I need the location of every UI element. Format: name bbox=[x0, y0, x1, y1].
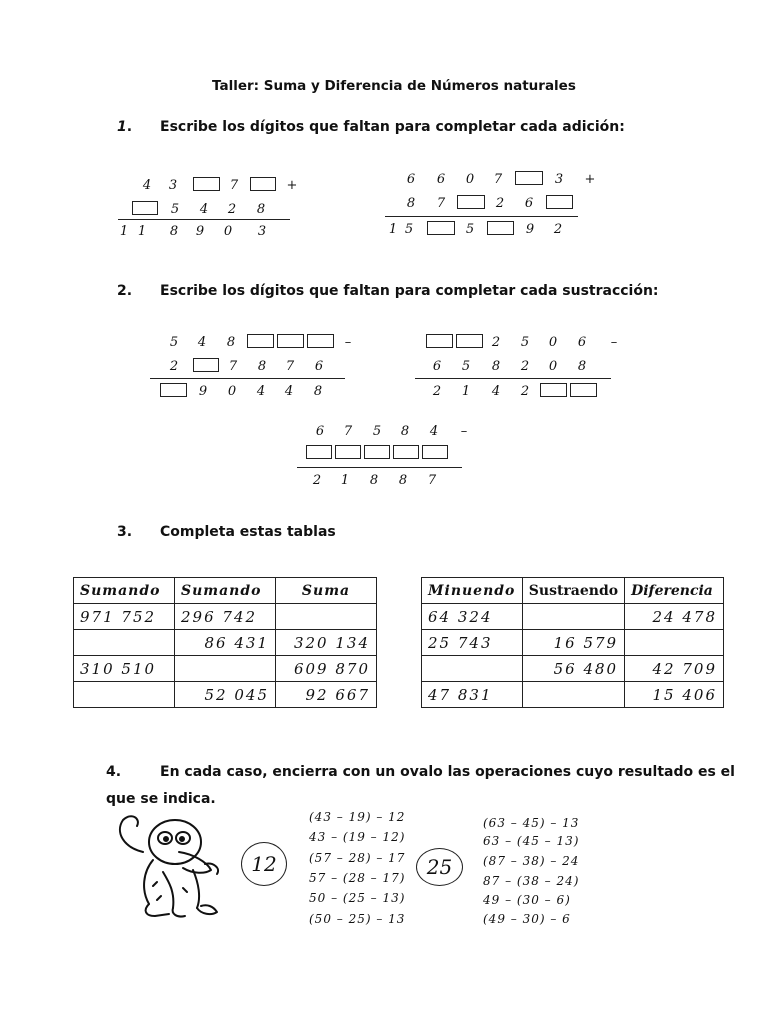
sum-line bbox=[385, 216, 578, 217]
blank-box[interactable] bbox=[364, 445, 390, 459]
digit: 7 bbox=[493, 172, 503, 187]
digit: 8 bbox=[313, 384, 323, 399]
blank-box[interactable] bbox=[570, 383, 597, 397]
operation-option[interactable]: 50 – (25 – 13) bbox=[309, 891, 406, 905]
table-cell: 15 406 bbox=[625, 682, 724, 708]
digit: 9 bbox=[198, 384, 208, 399]
operation-option[interactable]: (57 – 28) – 17 bbox=[309, 851, 406, 865]
table-cell-blank[interactable] bbox=[175, 656, 276, 682]
digit: 2 bbox=[491, 335, 501, 350]
question-1-number: 1. bbox=[117, 119, 133, 135]
question-4-number: 4. bbox=[106, 764, 122, 780]
digit: 3 bbox=[168, 178, 178, 193]
digit: 5 bbox=[372, 424, 382, 439]
digit: 4 bbox=[284, 384, 294, 399]
table-row bbox=[74, 630, 377, 656]
digit: 7 bbox=[229, 178, 239, 193]
digit: 4 bbox=[256, 384, 266, 399]
header-cell: Diferencia bbox=[625, 578, 724, 604]
operation-option[interactable]: (49 – 30) – 6 bbox=[483, 912, 571, 926]
question-2-number: 2. bbox=[117, 283, 133, 299]
blank-box[interactable] bbox=[546, 195, 573, 209]
digit: 1 bbox=[137, 224, 147, 239]
table-cell: 42 709 bbox=[625, 656, 724, 682]
table-cell: 47 831 bbox=[422, 682, 523, 708]
question-3-text: Completa estas tablas bbox=[160, 524, 336, 540]
digit: 6 bbox=[436, 172, 446, 187]
blank-box[interactable] bbox=[393, 445, 419, 459]
table-cell: 971 752 bbox=[74, 604, 175, 630]
blank-box[interactable] bbox=[456, 334, 483, 348]
addition-table bbox=[73, 577, 377, 708]
operation-option[interactable]: (50 – 25) – 13 bbox=[309, 912, 406, 926]
table-cell-blank[interactable] bbox=[74, 630, 175, 656]
header-cell: Sumando bbox=[74, 578, 175, 604]
table-cell-blank[interactable] bbox=[522, 604, 624, 630]
digit: 9 bbox=[195, 224, 205, 239]
digit: 4 bbox=[429, 424, 439, 439]
table-cell: 64 324 bbox=[422, 604, 523, 630]
blank-box[interactable] bbox=[426, 334, 453, 348]
digit: 0 bbox=[227, 384, 237, 399]
digit: 8 bbox=[577, 359, 587, 374]
table-cell: 25 743 bbox=[422, 630, 523, 656]
digit: 8 bbox=[369, 473, 379, 488]
table-cell: 296 742 bbox=[175, 604, 276, 630]
blank-box[interactable] bbox=[307, 334, 334, 348]
header-cell: Sustraendo bbox=[522, 578, 624, 604]
question-2-text: Escribe los dígitos que faltan para completar cada sustracción: bbox=[160, 283, 659, 299]
question-3-number: 3. bbox=[117, 524, 133, 540]
question-4-text: En cada caso, encierra con un ovalo las operaciones cuyo resultado es el bbox=[160, 764, 735, 780]
header-cell: Suma bbox=[276, 578, 377, 604]
minus-sign: – bbox=[460, 424, 468, 439]
digit: 8 bbox=[226, 335, 236, 350]
table-row bbox=[422, 656, 724, 682]
digit: 8 bbox=[400, 424, 410, 439]
blank-box[interactable] bbox=[306, 445, 332, 459]
minus-sign: – bbox=[610, 335, 618, 350]
table-row bbox=[422, 630, 724, 656]
header-cell: Sumando bbox=[175, 578, 276, 604]
digit: 5 bbox=[169, 335, 179, 350]
operation-option[interactable]: 57 – (28 – 17) bbox=[309, 871, 406, 885]
plus-sign: + bbox=[584, 172, 596, 187]
monkey-illustration bbox=[113, 812, 229, 922]
digit: 2 bbox=[432, 384, 442, 399]
sum-line bbox=[118, 219, 290, 220]
table-cell: 56 480 bbox=[522, 656, 624, 682]
blank-box[interactable] bbox=[487, 221, 514, 235]
digit: 1 bbox=[388, 222, 398, 237]
digit: 2 bbox=[312, 473, 322, 488]
table-cell: 16 579 bbox=[522, 630, 624, 656]
digit: 5 bbox=[520, 335, 530, 350]
blank-box[interactable] bbox=[457, 195, 485, 209]
digit: 4 bbox=[197, 335, 207, 350]
blank-box[interactable] bbox=[132, 201, 158, 215]
question-1-text: Escribe los dígitos que faltan para completar cada adición: bbox=[160, 119, 625, 135]
digit: 7 bbox=[285, 359, 295, 374]
digit: 5 bbox=[170, 202, 180, 217]
table-cell: 92 667 bbox=[276, 682, 377, 708]
digit: 4 bbox=[199, 202, 209, 217]
digit: 4 bbox=[491, 384, 501, 399]
blank-box[interactable] bbox=[335, 445, 361, 459]
digit: 6 bbox=[524, 196, 534, 211]
operation-option[interactable]: (43 – 19) – 12 bbox=[309, 810, 406, 824]
subtraction-table bbox=[421, 577, 724, 708]
header-cell: Minuendo bbox=[422, 578, 523, 604]
operation-option[interactable]: 87 – (38 – 24) bbox=[483, 874, 580, 888]
digit: 0 bbox=[548, 359, 558, 374]
digit: 2 bbox=[169, 359, 179, 374]
digit: 2 bbox=[227, 202, 237, 217]
digit: 8 bbox=[169, 224, 179, 239]
minus-sign: – bbox=[344, 335, 352, 350]
digit: 2 bbox=[520, 384, 530, 399]
digit: 2 bbox=[495, 196, 505, 211]
plus-sign: + bbox=[286, 178, 298, 193]
digit: 1 bbox=[461, 384, 471, 399]
blank-box[interactable] bbox=[193, 358, 219, 372]
digit: 2 bbox=[520, 359, 530, 374]
digit: 6 bbox=[315, 424, 325, 439]
target-value-12: 12 bbox=[241, 842, 287, 886]
page-title: Taller: Suma y Diferencia de Números naturales bbox=[212, 78, 576, 94]
table-row bbox=[74, 656, 377, 682]
blank-box[interactable] bbox=[515, 171, 543, 185]
digit: 6 bbox=[314, 359, 324, 374]
blank-box[interactable] bbox=[422, 445, 448, 459]
digit: 3 bbox=[257, 224, 267, 239]
table-cell: 86 431 bbox=[175, 630, 276, 656]
digit: 7 bbox=[228, 359, 238, 374]
digit: 2 bbox=[553, 222, 563, 237]
digit: 5 bbox=[461, 359, 471, 374]
digit: 8 bbox=[256, 202, 266, 217]
digit: 6 bbox=[432, 359, 442, 374]
digit: 7 bbox=[436, 196, 446, 211]
table-cell-blank[interactable] bbox=[522, 682, 624, 708]
digit: 0 bbox=[465, 172, 475, 187]
table-cell-blank[interactable] bbox=[625, 630, 724, 656]
digit: 7 bbox=[427, 473, 437, 488]
digit: 6 bbox=[406, 172, 416, 187]
digit: 6 bbox=[577, 335, 587, 350]
operation-option[interactable]: 43 – (19 – 12) bbox=[309, 830, 406, 844]
table-cell: 310 510 bbox=[74, 656, 175, 682]
digit: 1 bbox=[119, 224, 129, 239]
table-cell: 52 045 bbox=[175, 682, 276, 708]
blank-box[interactable] bbox=[247, 334, 274, 348]
blank-box[interactable] bbox=[427, 221, 455, 235]
digit: 8 bbox=[491, 359, 501, 374]
blank-box[interactable] bbox=[250, 177, 276, 191]
digit: 5 bbox=[404, 222, 414, 237]
digit: 3 bbox=[554, 172, 564, 187]
digit: 1 bbox=[340, 473, 350, 488]
operation-option[interactable]: 63 – (45 – 13) bbox=[483, 834, 580, 848]
table-row bbox=[74, 604, 377, 630]
table-row bbox=[422, 682, 724, 708]
digit: 5 bbox=[465, 222, 475, 237]
blank-box[interactable] bbox=[193, 177, 220, 191]
blank-box[interactable] bbox=[277, 334, 304, 348]
operation-option[interactable]: 49 – (30 – 6) bbox=[483, 893, 571, 907]
digit: 4 bbox=[142, 178, 152, 193]
digit: 8 bbox=[257, 359, 267, 374]
target-value-25: 25 bbox=[416, 848, 463, 886]
table-cell: 24 478 bbox=[625, 604, 724, 630]
table-cell: 609 870 bbox=[276, 656, 377, 682]
digit: 8 bbox=[406, 196, 416, 211]
difference-line bbox=[297, 467, 462, 468]
question-4-text-continued: que se indica. bbox=[106, 791, 216, 807]
table-cell: 320 134 bbox=[276, 630, 377, 656]
table-cell-blank[interactable] bbox=[422, 656, 523, 682]
digit: 0 bbox=[223, 224, 233, 239]
digit: 8 bbox=[398, 473, 408, 488]
digit: 7 bbox=[343, 424, 353, 439]
digit: 9 bbox=[525, 222, 535, 237]
difference-line bbox=[415, 378, 611, 379]
difference-line bbox=[150, 378, 345, 379]
operation-option[interactable]: (63 – 45) – 13 bbox=[483, 816, 580, 830]
table-row bbox=[422, 604, 724, 630]
blank-box[interactable] bbox=[540, 383, 567, 397]
table-cell-blank[interactable] bbox=[74, 682, 175, 708]
table-cell-blank[interactable] bbox=[276, 604, 377, 630]
digit: 0 bbox=[548, 335, 558, 350]
blank-box[interactable] bbox=[160, 383, 187, 397]
operation-option[interactable]: (87 – 38) – 24 bbox=[483, 854, 580, 868]
table-row bbox=[74, 682, 377, 708]
